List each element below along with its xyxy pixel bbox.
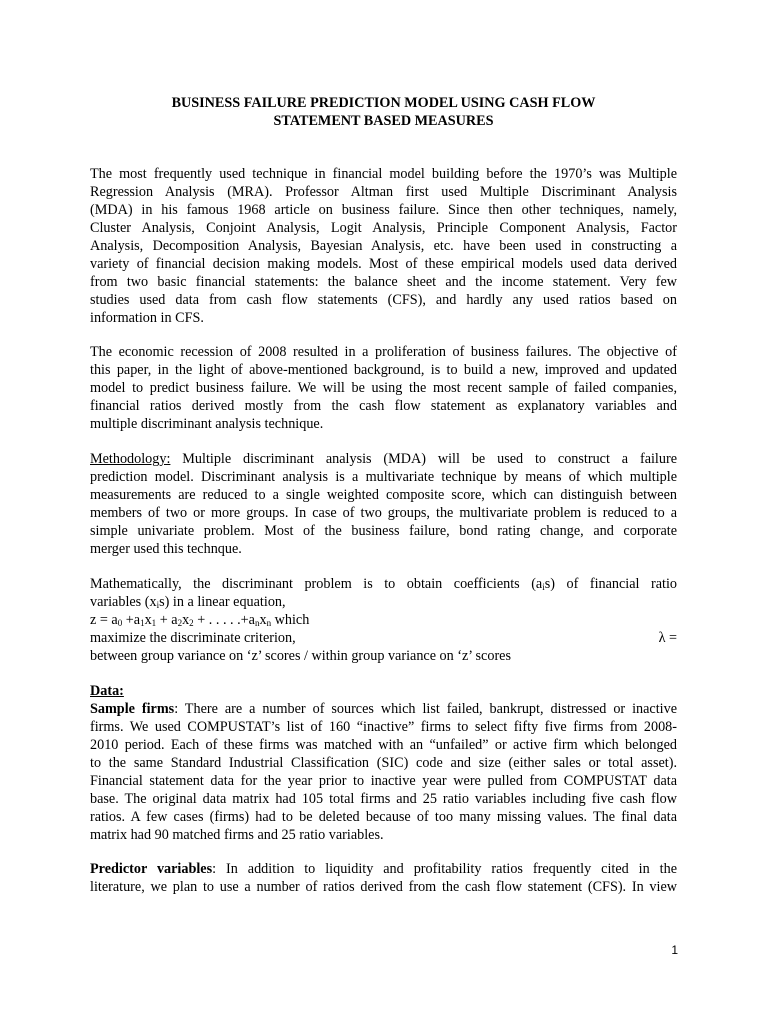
predictor-label: Predictor variables [90, 861, 213, 877]
equation-subscript: n [266, 618, 272, 628]
linear-equation [90, 611, 677, 629]
equation-part: +a [122, 612, 141, 628]
math-line-2 [90, 593, 677, 611]
methodology-line: members of two or more groups. In case of two groups, the multivariate problem is reduced to a [90, 505, 677, 521]
equation-part: x [144, 612, 152, 628]
methodology-first-line [90, 450, 677, 468]
methodology-paragraph [90, 450, 677, 558]
data-heading: Data: [90, 683, 124, 699]
intro-paragraph [90, 165, 677, 327]
predictor-first-line [90, 860, 677, 878]
intro-line: Analysis, Decomposition Analysis, Bayesian Analysis, etc. have been used in constructing a [90, 238, 677, 254]
intro-line: from two basic financial statements: the balance sheet and the income statement. Very few [90, 274, 677, 290]
equation-subscript: 2 [189, 618, 194, 628]
sample-line: 2010 period. Each of these firms was matched with an “unfailed” or active firm which belonged [90, 737, 677, 753]
lambda-symbol: λ = [658, 630, 677, 646]
intro-line: (MDA) in his famous 1968 article on business failure. Since then other techniques, namely, [90, 202, 677, 218]
equation-subscript: n [254, 618, 260, 628]
recession-paragraph [90, 343, 677, 433]
intro-line: Cluster Analysis, Conjoint Analysis, Logit Analysis, Principle Component Analysis, Factor [90, 220, 677, 236]
equation-part: + . . . . .+a [193, 612, 255, 628]
methodology-text: Multiple discriminant analysis (MDA) will be used to construct a failure [170, 451, 677, 467]
recession-line: The economic recession of 2008 resulted in a proliferation of business failures. The objective of [90, 344, 677, 360]
sample-first-line [90, 700, 677, 718]
sample-line: Financial statement data for the year prior to inactive year were pulled from COMPUSTAT data [90, 773, 677, 789]
equation-part: which [271, 612, 310, 628]
math-text: Mathematically, the discriminant problem is to obtain coefficients (a [90, 576, 543, 592]
document-title [90, 94, 677, 130]
equation-subscript: 1 [151, 618, 157, 628]
criterion-text: maximize the discriminate criterion, [90, 630, 296, 646]
intro-line: information in CFS. [90, 310, 204, 326]
sample-text: : There are a number of sources which list failed, bankrupt, distressed or inactive [174, 701, 677, 717]
criterion-line [90, 629, 677, 647]
sample-firms-label: Sample firms [90, 701, 175, 717]
equation-part: z = a [90, 612, 118, 628]
math-text: s) in a linear equation, [159, 594, 286, 610]
data-section [90, 682, 677, 844]
sample-line: matrix had 90 matched firms and 25 ratio variables. [90, 827, 384, 843]
math-subscript: i [542, 582, 545, 592]
predictor-paragraph [90, 860, 677, 896]
recession-line: this paper, in the light of above-mentioned background, is to build a new, improved and updated [90, 362, 677, 378]
criterion-definition: between group variance on ‘z’ scores / within group variance on ‘z’ scores [90, 648, 511, 664]
equation-part: + a [156, 612, 178, 628]
methodology-line: measurements are reduced to a single weighted composite score, which can distinguish between [90, 487, 677, 503]
math-paragraph [90, 575, 677, 665]
equation-part: x [182, 612, 190, 628]
title-line-2: STATEMENT BASED MEASURES [273, 113, 494, 129]
intro-line: Regression Analysis (MRA). Professor Altman first used Multiple Discriminant Analysis [90, 184, 677, 200]
methodology-line: merger used this technque. [90, 541, 242, 557]
methodology-heading: Methodology: [90, 451, 171, 467]
recession-line: financial ratios derived mostly from the cash flow statement as explanatory variables and [90, 398, 677, 414]
equation-part: x [259, 612, 267, 628]
sample-line: to the same Standard Industrial Classification (SIC) code and size (either sales or total asset). [90, 755, 677, 771]
math-line-1 [90, 575, 677, 593]
predictor-line: literature, we plan to use a number of ratios derived from the cash flow statement (CFS). In view [90, 879, 677, 895]
recession-line: model to predict business failure. We will be using the most recent sample of failed companies, [90, 380, 677, 396]
math-subscript: i [156, 600, 160, 610]
intro-line: studies used data from cash flow statements (CFS), and hardly any used ratios based on [90, 292, 677, 308]
equation-subscript: 2 [177, 618, 183, 628]
methodology-line: prediction model. Discriminant analysis is a multivariate technique by means of which multiple [90, 469, 677, 485]
math-text: variables (x [90, 594, 157, 610]
equation-subscript: 1 [140, 618, 145, 628]
recession-line: multiple discriminant analysis technique. [90, 416, 324, 432]
methodology-line: simple univariate problem. Most of the business failure, bond rating change, and corporate [90, 523, 677, 539]
predictor-text: : In addition to liquidity and profitability ratios frequently cited in the [212, 861, 677, 877]
sample-line: ratios. A few cases (firms) had to be deleted because of too many missing values. The final data [90, 809, 677, 825]
intro-line: The most frequently used technique in financial model building before the 1970’s was Multiple [90, 166, 677, 182]
equation-subscript: 0 [117, 618, 123, 628]
title-line-1: BUSINESS FAILURE PREDICTION MODEL USING CASH FLOW [171, 95, 596, 111]
sample-line: base. The original data matrix had 105 total firms and 25 ratio variables including five cash flow [90, 791, 677, 807]
page-number: 1 [671, 943, 678, 957]
math-text: s) of financial ratio [544, 576, 677, 592]
intro-line: variety of financial decision making models. Most of these empirical models used data derived [90, 256, 677, 272]
sample-line: firms. We used COMPUSTAT’s list of 160 “inactive” firms to select fifty five firms from 2008- [90, 719, 677, 735]
